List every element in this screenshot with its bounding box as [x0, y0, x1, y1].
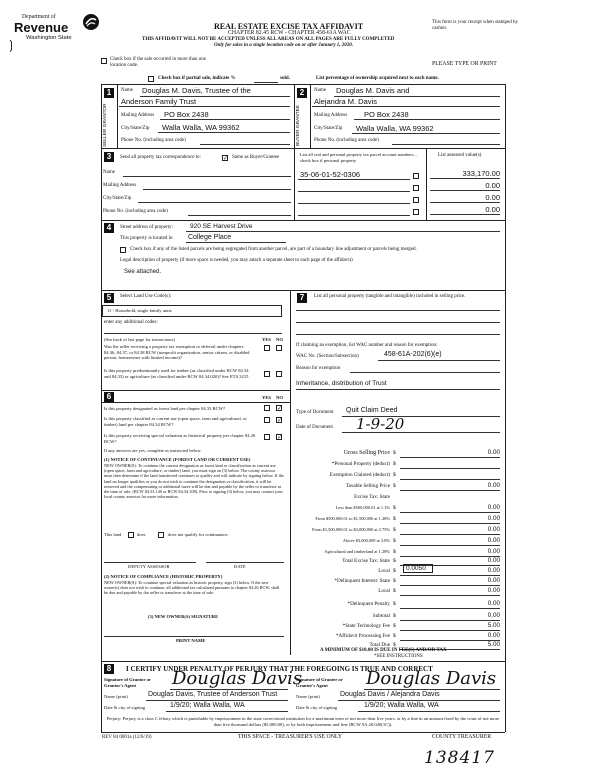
grantor-name-label: Name (print) [104, 694, 128, 699]
tax-row-label: Less than $500,000.01 at 1.1% [335, 505, 390, 510]
tax-row-value[interactable]: 0.00 [487, 449, 500, 456]
section-7-number: 7 [297, 293, 307, 303]
rule [352, 133, 500, 134]
s3-mail-label: Mailing Address [103, 183, 137, 188]
historic-no-checkbox[interactable]: ✓ [277, 434, 283, 441]
does-label: does [137, 532, 146, 537]
rule [296, 389, 500, 390]
new-owner-signature-label: (3) NEW OWNER(S) SIGNATURE [148, 614, 219, 619]
rule [101, 84, 505, 85]
buyer-mail-label: Mailing Address [314, 113, 348, 118]
tax-row-label: Taxable Selling Price [345, 483, 390, 489]
this-land-label: This land [104, 532, 122, 537]
personal-property-field[interactable] [296, 322, 500, 323]
rule [160, 119, 290, 120]
rule [400, 585, 500, 586]
deputy-assessor-field[interactable] [104, 562, 196, 563]
rule [338, 700, 500, 701]
ownership-note: List percentage of ownership acquired next to each name. [316, 76, 439, 81]
dollar-sign: $ [393, 568, 396, 574]
rule [400, 490, 500, 491]
form-title: REAL ESTATE EXCISE TAX AFFIDAVIT [214, 22, 364, 31]
forest-yes-checkbox[interactable] [264, 405, 270, 411]
rule [146, 700, 288, 701]
form-revision: REV 84 0001a (12/6/19) [102, 735, 152, 740]
dollar-sign: $ [393, 642, 396, 648]
form-warning: THIS AFFIDAVIT WILL NOT BE ACCEPTED UNLESS ALL AREAS ON ALL PAGES ARE FULLY COMPLETED [142, 37, 395, 42]
segregation-label: Check box if any of the listed parcels are being segregated from another parcel, are part of a boundary line adjustment or parcels being merged. [130, 247, 417, 252]
see-back: (See back of last page for instructions) [104, 337, 175, 342]
rule [294, 148, 295, 220]
dor-logo [82, 13, 100, 31]
buyer-phone-field[interactable] [392, 144, 500, 145]
dollar-sign: $ [393, 578, 396, 584]
assessor-date-field[interactable] [206, 562, 284, 563]
section-3-number: 3 [104, 152, 114, 162]
notice2-title: (2) NOTICE OF COMPLIANCE (HISTORIC PROPERTY) [104, 574, 223, 579]
rule [400, 575, 500, 576]
tax-row-label: *Delinquent Penalty [347, 601, 390, 607]
dollar-sign: $ [393, 633, 396, 639]
dollar-sign: $ [393, 538, 396, 544]
rule [298, 191, 410, 192]
parcel-number[interactable]: 35-06-01-52-0306 [300, 170, 361, 179]
additional-codes-field[interactable] [104, 333, 282, 334]
rule [430, 190, 500, 191]
assessed-header: List assessed value(s) [438, 153, 482, 158]
dollar-sign: $ [393, 461, 396, 467]
reason-label: Reason for exemption [296, 366, 341, 371]
street-address[interactable]: 920 SE Harvest Drive [190, 223, 253, 230]
rule [426, 148, 427, 220]
tax-row-label: Local [378, 588, 390, 594]
dept-state: Washington State [26, 35, 72, 41]
personal-property-checkbox[interactable] [413, 197, 419, 203]
assessed-value[interactable]: 333,170.00 [462, 169, 500, 178]
deputy-assessor-label: DEPUTY ASSESSOR [128, 564, 170, 569]
s3-city-field[interactable] [138, 202, 291, 203]
rule [400, 608, 500, 609]
notice2-body: NEW OWNER(S): To continue special valuation as historic property, sign (3) below. If the new owner(s) does not wish to continue, all additional tax calculated pursuant to chapter 84.26 RCW, shall be due and payable by the seller or transferor at the time of sale. [104, 580, 280, 596]
rule [400, 595, 500, 596]
rule [364, 689, 500, 690]
print-note: PLEASE TYPE OR PRINT [432, 61, 497, 67]
tax-row-label: Gross Selling Price [343, 450, 390, 456]
tax-row-value[interactable]: 0.00 [487, 482, 500, 489]
rule [358, 711, 500, 712]
dollar-sign: $ [393, 450, 396, 456]
tax-row-value[interactable]: 0.00 [487, 632, 500, 639]
s3-mail-field[interactable] [143, 189, 291, 190]
if-any-yes: If any answers are yes, complete as instructed below. [104, 448, 202, 453]
grantee-date-label: Date & city of signing [296, 705, 338, 710]
rule [505, 84, 506, 732]
rule [342, 432, 500, 433]
tax-row-label: Total Due [369, 642, 390, 648]
rule [430, 214, 500, 215]
personal-property-field[interactable] [296, 310, 500, 311]
doc-date-label: Date of Document [296, 425, 333, 430]
wac-intro: If claiming an exemption, list WAC number and reason for exemption: [296, 343, 438, 348]
rule [119, 106, 290, 107]
dollar-sign: $ [393, 623, 396, 629]
buyer-city-label: City/State/Zip [314, 126, 343, 131]
tax-row-label: *State Technology Fee [342, 623, 390, 629]
land-use-code: 11 - Household, single family units [107, 308, 172, 313]
does-not-checkbox[interactable] [158, 532, 164, 538]
buyer-name[interactable]: Douglas M. Davis and [336, 86, 410, 95]
rule [378, 360, 500, 361]
exempt-yes-checkbox[interactable] [264, 345, 270, 351]
historic-question: Is this property receiving special valuation as historical property per chapter 84.26 RCW? [104, 433, 256, 444]
tax-row-label: Total Excise Tax: State [342, 558, 390, 564]
tax-row-value[interactable]: 0.00 [487, 587, 500, 594]
certify-statement: I CERTIFY UNDER PENALTY OF PERJURY THAT THE FOREGOING IS TRUE AND CORRECT [126, 665, 433, 673]
form-chapter: CHAPTER 82.45 RCW - CHAPTER 458-61A WAC [228, 30, 351, 36]
s3-phone-label: Phone No. (including area code) [103, 209, 168, 214]
doc-type-label: Type of Document [296, 410, 334, 415]
rule [166, 711, 288, 712]
assessor-date-label: DATE [234, 564, 246, 569]
grantor-name[interactable]: Douglas Davis, Trustee of Anderson Trust [148, 691, 278, 698]
section-5-number: 5 [104, 293, 114, 303]
rule [400, 479, 500, 480]
street-label: Street address of property: [120, 225, 173, 230]
rule [170, 689, 288, 690]
tax-row-value[interactable]: 0.00 [487, 548, 500, 555]
send-tax-label: Send all property tax correspondence to: [120, 155, 201, 160]
tax-row-value[interactable]: 0.00 [487, 600, 500, 607]
s3-name-label: Name [103, 170, 115, 175]
classified-yes-checkbox[interactable] [264, 417, 270, 423]
dollar-sign: $ [393, 549, 396, 555]
classified-no-checkbox[interactable]: ✓ [277, 417, 283, 424]
no-header: NO [276, 337, 283, 342]
tax-row-label: From $500,000.01 to $1,500,000 at 1.28% [315, 516, 390, 521]
dollar-sign: $ [393, 601, 396, 607]
no-header: NO [276, 395, 283, 400]
seller-city[interactable]: Walla Walla, WA 99362 [162, 123, 240, 132]
assessed-value[interactable]: 0.00 [485, 181, 500, 190]
local-rate[interactable]: 0.0050 [406, 565, 426, 572]
tax-row-label: *Affidavit Processing Fee [335, 633, 390, 639]
grantor-date-label: Date & city of signing [104, 705, 146, 710]
does-not-label: does not qualify for continuance. [168, 532, 229, 537]
seller-phone-field[interactable] [200, 144, 290, 145]
dollar-sign: $ [393, 516, 396, 522]
grantor-date-city[interactable]: 1/9/20; Walla Walla, WA [170, 702, 245, 709]
receipt-note: This form is your receipt when stamped by cashier. [432, 20, 518, 31]
personal-property-label: List all personal property (tangible and intangible) included in selling price. [314, 294, 466, 299]
perjury-notice: Perjury: Perjury is a class C felony which is punishable by imprisonment in the state correctional institution for a maximum term of not more than five years, or by a fine in an amount fixed by the court of not more than five thousand dollars ($5,000.00), or by both imprisonment and fine (RCW 9A.20.020(1C)). [106, 716, 500, 727]
grantee-name-label: Name (print) [296, 694, 320, 699]
rule [298, 179, 410, 180]
tax-row-value[interactable]: 5.00 [487, 622, 500, 629]
personal-property-field[interactable] [296, 334, 500, 335]
land-use-select[interactable] [102, 305, 282, 317]
rule [312, 106, 500, 107]
seller-name-label: Name [121, 88, 133, 93]
s3-city-label: City/State/Zip [103, 196, 132, 201]
personal-property-checkbox[interactable] [413, 173, 419, 179]
timber-no-checkbox[interactable] [276, 371, 282, 377]
rule [101, 148, 505, 149]
same-as-buyer-label: Same as Buyer/Grantee [232, 155, 280, 160]
buyer-side-label: BUYER GRANTEE [296, 104, 301, 146]
rule [298, 215, 410, 216]
tax-row-label: Subtotal [372, 613, 390, 619]
buyer-city[interactable]: Walla Walla, WA 99362 [356, 124, 434, 133]
see-instructions: *SEE INSTRUCTIONS [374, 654, 423, 659]
rule [117, 84, 118, 148]
rule [400, 457, 500, 458]
dept-prefix: Department of [22, 14, 56, 20]
tax-row-value[interactable]: 0.00 [487, 577, 500, 584]
tax-row-value[interactable]: 0.00 [487, 612, 500, 619]
rule [350, 372, 500, 373]
tax-row-value[interactable]: 0.00 [487, 567, 500, 574]
minimum-note: A MINIMUM OF $10.00 IS DUE IN FEE(S) AND/OR TAX [320, 648, 447, 653]
classified-question: Is this property classified as current use (open space, farm and agricultural, or timber) land per chapter 84.34 RCW? [104, 416, 247, 427]
section-8-number: 8 [104, 664, 114, 674]
dollar-sign: $ [393, 472, 396, 478]
dollar-sign: $ [393, 527, 396, 533]
handwritten-number: 138417 [424, 748, 495, 768]
dollar-sign: $ [393, 588, 396, 594]
rule [101, 661, 505, 662]
tax-row-label: *Delinquent Interest: State [334, 578, 390, 584]
personal-property-checkbox[interactable] [413, 185, 419, 191]
legal-label: Legal description of property (if more space is needed, you may attach a separate sheet to each page of the affidavit) [120, 258, 353, 263]
buyer-name-label: Name [314, 88, 326, 93]
tax-row-label: Exemption Claimed (deduct) [329, 472, 390, 478]
rule [400, 534, 500, 535]
grantor-signature[interactable]: Douglas Davis [172, 668, 303, 689]
rule [310, 84, 311, 148]
rule [158, 132, 290, 133]
rule [101, 732, 505, 733]
rule [101, 84, 102, 732]
timber-yes-checkbox[interactable] [264, 371, 270, 377]
rule [400, 620, 500, 621]
assessed-value[interactable]: 0.00 [485, 205, 500, 214]
tax-row-value[interactable]: 0.00 [487, 526, 500, 533]
buyer-name-2[interactable]: Alejandra M. Davis [314, 97, 377, 106]
section-4-number: 4 [104, 223, 114, 233]
treasurer-note: THIS SPACE - TREASURER'S USE ONLY [238, 734, 343, 740]
grantee-date-city[interactable]: 1/9/20; Walla Walla, WA [364, 702, 439, 709]
historic-yes-checkbox[interactable] [264, 434, 270, 440]
grantee-signature[interactable]: Douglas Davis [366, 668, 497, 689]
wac-label: WAC No. (Section/Subsection) [296, 354, 359, 359]
section-1-number: 1 [104, 88, 114, 98]
tax-row-label: From $1,500,000.01 to $3,000,000 at 2.75% [312, 527, 390, 532]
s3-name-field[interactable] [123, 176, 291, 177]
rule [400, 512, 500, 513]
partial-sale-suffix: sold. [280, 76, 290, 81]
personal-property-checkbox[interactable] [413, 209, 419, 215]
assessed-value[interactable]: 0.00 [485, 193, 500, 202]
dollar-sign: $ [393, 483, 396, 489]
notice1-title: (1) NOTICE OF CONTINUANCE (FOREST LAND OR CURRENT USE) [104, 457, 251, 462]
s3-phone-field[interactable] [188, 215, 291, 216]
rule [354, 119, 500, 120]
grantee-sig-label: Signature of Grantee or Grantee's Agent [296, 677, 343, 688]
rule [430, 202, 500, 203]
tax-row-value[interactable]: 0.00 [487, 504, 500, 511]
land-use-label: Select Land Use Code(s): [120, 294, 172, 299]
tax-row-label: *Personal Property (deduct) [331, 461, 390, 467]
buyer-phone-label: Phone No. (including area code) [314, 138, 379, 143]
grantee-name[interactable]: Douglas Davis / Alejandra Davis [340, 691, 440, 698]
notice1-body: NEW OWNER(S): To continue the current designation as forest land or classification as current use (open space, farm and agriculture, or timber) land, you must sign on (3) below. The county assessor must then determine if the land transferred continues to qualify and will indicate by signing below. If the land no longer qualifies or you do not wish to continue the designation or classification, it will be removed and the compensating or additional taxes will be due and payable by the seller or transferor at the time of sale. (RCW 84.33.140 or RCW 84.34.108). Prior to signing (3) below, you may contact your local county assessor for more information. [104, 463, 284, 500]
multi-location-checkbox[interactable] [101, 58, 107, 64]
grantor-sig-label: Signature of Grantor or Grantor's Agent [104, 677, 151, 688]
print-name-field[interactable] [104, 636, 284, 637]
partial-sale-label: Check box if partial sale, indicate % [158, 76, 236, 81]
doc-date[interactable]: 1-9-20 [356, 415, 405, 433]
tax-row-label: Local [378, 568, 390, 574]
rule [298, 203, 410, 204]
section-6-number: 6 [104, 392, 114, 402]
forest-no-checkbox[interactable]: ✓ [277, 405, 283, 412]
section-2-number: 2 [297, 88, 307, 98]
parcel-header: List all real and personal property tax parcel account numbers – check box if personal property [300, 152, 418, 163]
located-label: This property is located in [120, 236, 173, 241]
rule [290, 290, 291, 655]
seller-mail-label: Mailing Address [121, 113, 155, 118]
seller-city-label: City/State/Zip [121, 126, 150, 131]
dept-name: Revenue [14, 20, 69, 35]
seller-mail[interactable]: PO Box 2438 [164, 110, 209, 119]
tax-row-label: Above $3,000,000 at 3.0% [342, 538, 390, 543]
segregation-checkbox[interactable] [120, 247, 126, 253]
county-treasurer: COUNTY TREASURER [432, 734, 492, 740]
does-checkbox[interactable] [128, 532, 134, 538]
partial-sale-checkbox[interactable] [148, 76, 154, 82]
tax-row-value[interactable]: 0.00 [487, 515, 500, 522]
tax-row-value[interactable]: 0.00 [487, 557, 500, 564]
rule [400, 630, 500, 631]
seller-name[interactable]: Douglas M. Davis, Trustee of the [142, 86, 251, 95]
tax-row-label: Excise Tax: State [354, 494, 390, 500]
rule [400, 523, 500, 524]
timber-question: Is this property predominantly used for timber (as classified under RCW 84.34 and 84.33) or agriculture (as classified under RCW 84.34.020)? See ETA 3215 [104, 368, 249, 379]
seller-name-2[interactable]: Anderson Family Trust [121, 97, 197, 106]
same-as-buyer-checkbox[interactable]: ✓ [223, 155, 229, 162]
tax-row-value[interactable]: 5.00 [487, 641, 500, 648]
rule [186, 242, 286, 243]
rule [101, 402, 290, 403]
located-in[interactable]: College Place [188, 234, 232, 241]
tax-row-label: Agricultural and timberland at 1.28% [324, 549, 390, 554]
local-rate-box [403, 564, 433, 573]
tax-row-value[interactable]: 0.00 [487, 537, 500, 544]
rule [101, 290, 505, 291]
exemption-reason[interactable]: Inheritance, distribution of Trust [296, 380, 387, 387]
multi-location-label: Check box if the sale occurred in more than one location code. [110, 57, 206, 68]
rule [101, 390, 290, 391]
legal-description[interactable]: See attached. [124, 269, 162, 275]
seller-phone-label: Phone No. (including area code) [121, 138, 186, 143]
dollar-sign: $ [393, 558, 396, 564]
seller-side-label: SELLER GRANTOR [103, 103, 108, 147]
rule [400, 468, 500, 469]
print-name-label: PRINT NAME [176, 638, 206, 643]
wac-number[interactable]: 458-61A-202(6)(e) [384, 351, 442, 358]
rule [294, 84, 295, 148]
exempt-no-checkbox[interactable] [276, 345, 282, 351]
dollar-sign: $ [393, 613, 396, 619]
only-for-sales: Only for sales in a single location code on or after January 1, 2020. [214, 43, 354, 48]
rule [400, 545, 500, 546]
rule [186, 231, 500, 232]
buyer-mail[interactable]: PO Box 2438 [364, 110, 409, 119]
rule [430, 178, 500, 179]
additional-codes-label: enter any additional codes: [104, 320, 158, 325]
partial-percent-line[interactable] [254, 82, 278, 83]
margin-mark: ❳ [6, 38, 17, 52]
doc-type[interactable]: Quit Claim Deed [346, 407, 398, 414]
yes-header: YES [262, 337, 271, 342]
exempt-question: Was the seller receiving a property tax exemption or deferral under chapters 84.36, 84.37, or 84.38 RCW (nonprofit organization, senior citizen, or disabled person, homeowner with limited income)? [104, 344, 250, 361]
yes-header: YES [262, 395, 271, 400]
forest-question: Is this property designated as forest land per chapter 84.33 RCW? [104, 406, 226, 411]
rule [101, 220, 505, 221]
dollar-sign: $ [393, 505, 396, 511]
